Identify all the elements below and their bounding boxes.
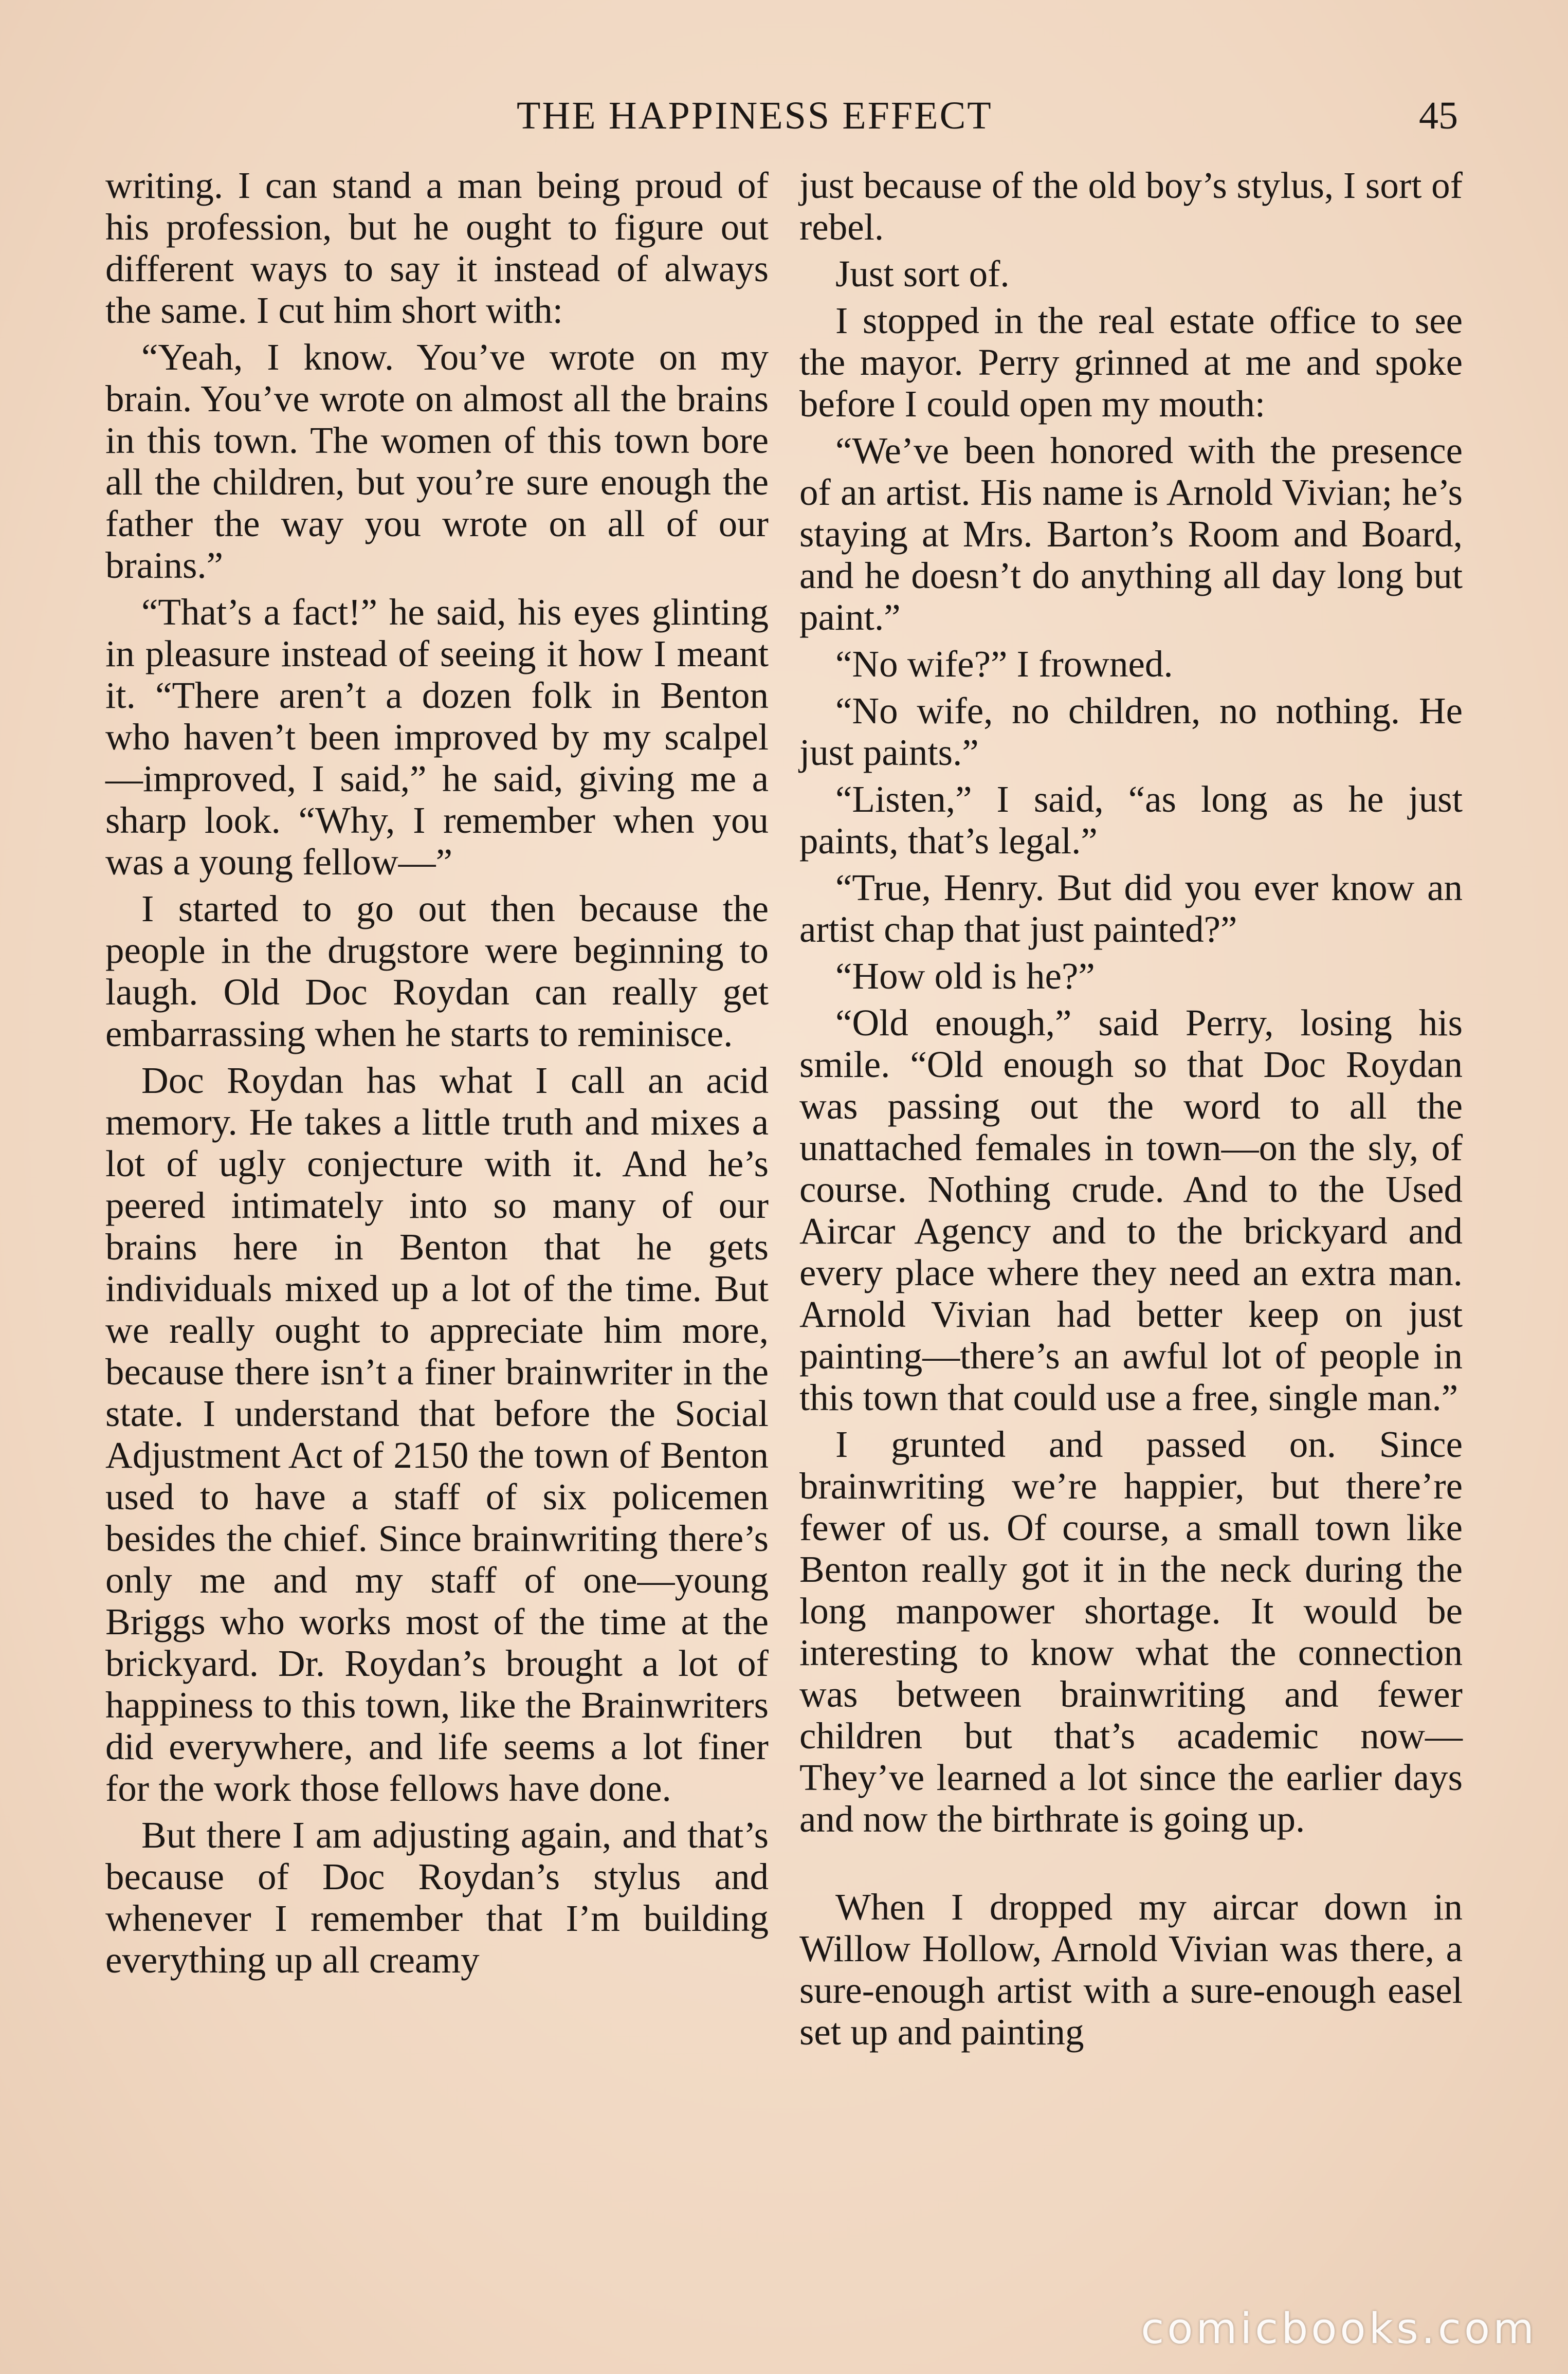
- paragraph: “Listen,” I said, “as long as he just paints, that’s legal.”: [799, 778, 1463, 862]
- paragraph: Doc Roydan has what I call an acid memory. He takes a little truth and mixes a lot of ugly conjecture with it. And he’s peered intimately into so many of our brains here in Benton that he gets individuals mixed up a lot of the time. But we really ought to appreciate him more, because there isn’t a finer brainwriter in the state. I understand that before the Social Adjustment Act of 2150 the town of Benton used to have a staff of six policemen besides the chief. Since brainwriting there’s only me and my staff of one—young Briggs who works most of the time at the brickyard. Dr. Roydan’s brought a lot of happiness to this town, like the Brainwriters did everywhere, and life seems a lot finer for the work those fellows have done.: [105, 1060, 769, 1809]
- paragraph: “No wife, no children, no nothing. He just paints.”: [799, 690, 1463, 773]
- paragraph: “How old is he?”: [835, 955, 1095, 997]
- right-column: [799, 165, 1463, 2058]
- paragraph: just because of the old boy’s stylus, I sort of rebel.: [799, 165, 1463, 248]
- paragraph: But there I am adjusting again, and that’s because of Doc Roydan’s stylus and whenever I remember that I’m building everything up all creamy: [105, 1814, 769, 1981]
- paragraph: writing. I can stand a man being proud of his profession, but he ought to figure out different ways to say it instead of always the same. I cut him short with:: [105, 165, 769, 331]
- page-header: [0, 90, 1568, 147]
- paragraph: “Old enough,” said Perry, losing his smile. “Old enough so that Doc Roydan was passing out the word to all the unattached females in town—on the sly, of course. Nothing crude. And to the Used Aircar Agency and to the brickyard and every place where they need an extra man. Arnold Vivian had better keep on just painting—there’s an awful lot of people in this town that could use a free, single man.”: [799, 1002, 1463, 1418]
- left-column: [105, 165, 769, 1986]
- paragraph: “That’s a fact!” he said, his eyes glinting in pleasure instead of seeing it how I meant it. “There aren’t a dozen folk in Benton who haven’t been improved by my scalpel—improved, I said,” he said, giving me a sharp look. “Why, I remember when you was a young fellow—”: [105, 591, 769, 883]
- paragraph: “True, Henry. But did you ever know an artist chap that just painted?”: [799, 867, 1463, 950]
- paragraph: When I dropped my aircar down in Willow Hollow, Arnold Vivian was there, a sure-enough artist with a sure-enough easel set up and painting: [799, 1886, 1463, 2053]
- running-title: THE HAPPINESS EFFECT: [517, 94, 993, 137]
- paragraph: I started to go out then because the people in the drugstore were beginning to laugh. Old Doc Roydan can really get embarrassing when he starts to reminisce.: [105, 888, 769, 1054]
- paragraph: “We’ve been honored with the presence of an artist. His name is Arnold Vivian; he’s staying at Mrs. Barton’s Room and Board, and he doesn’t do anything all day long but paint.”: [799, 430, 1463, 638]
- paragraph: “No wife?” I frowned.: [835, 643, 1173, 685]
- paragraph: I grunted and passed on. Since brainwriting we’re happier, but there’re fewer of us. Of course, a small town like Benton really got it in the neck during the long manpower shortage. It would be interesting to know what the connection was between brainwriting and fewer children but that’s academic now— They’ve learned a lot since the earlier days and now the birthrate is going up.: [799, 1423, 1463, 1840]
- page-number: 45: [1419, 94, 1458, 137]
- paragraph: “Yeah, I know. You’ve wrote on my brain. You’ve wrote on almost all the brains in this town. The women of this town bore all the children, but you’re sure enough the father the way you wrote on all of our brains.”: [105, 336, 769, 586]
- paragraph: I stopped in the real estate office to see the mayor. Perry grinned at me and spoke before I could open my mouth:: [799, 300, 1463, 425]
- site-watermark: comicbooks.com: [1141, 2305, 1537, 2353]
- paragraph: Just sort of.: [835, 253, 1010, 295]
